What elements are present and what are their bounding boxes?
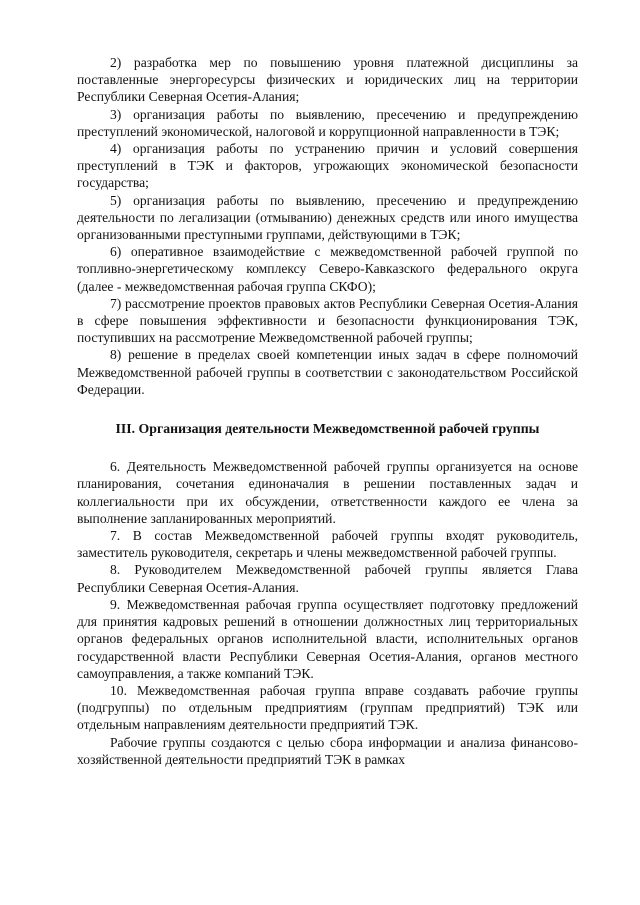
paragraph-item-3: 3) организация работы по выявлению, пресечению и предупреждению преступлений экономической, налоговой и коррупционной направленности в ТЭК; bbox=[77, 106, 578, 139]
section-heading: III. Организация деятельности Межведомственной рабочей группы bbox=[115, 421, 540, 437]
paragraph-item-7: 7) рассмотрение проектов правовых актов Республики Северная Осетия-Алания в сфере повышения эффективности и безопасности функционирования ТЭК, поступивших на рассмотрение Межведомственной рабочей группы; bbox=[77, 295, 578, 346]
paragraph-item-5: 5) организация работы по выявлению, пресечению и предупреждению деятельности по легализации (отмыванию) денежных средств или иного имущества организованными преступными группами, действующими в ТЭК; bbox=[77, 192, 578, 243]
paragraph-item-8: 8) решение в пределах своей компетенции иных задач в сфере полномочий Межведомственной рабочей группы в соответствии с законодательством Российской Федерации. bbox=[77, 347, 578, 397]
paragraph-clause-10: 10. Межведомственная рабочая группа вправе создавать рабочие группы (подгруппы) по отдельным предприятиям (группам предприятий) ТЭК или отдельным направлениям деятельности предприятий ТЭК. bbox=[77, 682, 578, 733]
paragraph-clause-8: 8. Руководителем Межведомственной рабочей группы является Глава Республики Северная Осетия-Алания. bbox=[77, 562, 578, 595]
paragraph-working-groups: Рабочие группы создаются с целью сбора информации и анализа финансово-хозяйственной деятельности предприятий ТЭК в рамках bbox=[77, 734, 578, 767]
paragraph-clause-9: 9. Межведомственная рабочая группа осуществляет подготовку предложений для принятия кадровых решений в отношении должностных лиц территориальных органов федеральных органов исполнительной власти, исполнительных органов государственной власти Республики Северная Осетия-Алания, органов местного самоуправления, а также компаний ТЭК. bbox=[77, 596, 578, 681]
spacer bbox=[77, 398, 578, 406]
paragraph-clause-6: 6. Деятельность Межведомственной рабочей группы организуется на основе планирования, сочетания единоначалия в решении поставленных задач и коллегиальности при их обсуждении, ответственности каждого ее члена за выполнение запланированных мероприятий. bbox=[77, 459, 578, 526]
document-page bbox=[77, 54, 578, 768]
paragraph-item-2: 2) разработка мер по повышению уровня платежной дисциплины за поставленные энергоресурсы физических и юридических лиц на территории Республики Северная Осетия-Алания; bbox=[77, 55, 578, 105]
paragraph-clause-7: 7. В состав Межведомственной рабочей группы входят руководитель, заместитель руководителя, секретарь и члены межведомственной рабочей группы. bbox=[77, 528, 578, 561]
paragraph-item-6: 6) оперативное взаимодействие с межведомственной рабочей группой по топливно-энергетическому комплексу Северо-Кавказского федерального округа (далее - межведомственная рабочая группа СКФО); bbox=[77, 244, 578, 294]
paragraph-item-4: 4) организация работы по устранению причин и условий совершения преступлений в ТЭК и факторов, угрожающих экономической безопасности государства; bbox=[77, 141, 578, 191]
